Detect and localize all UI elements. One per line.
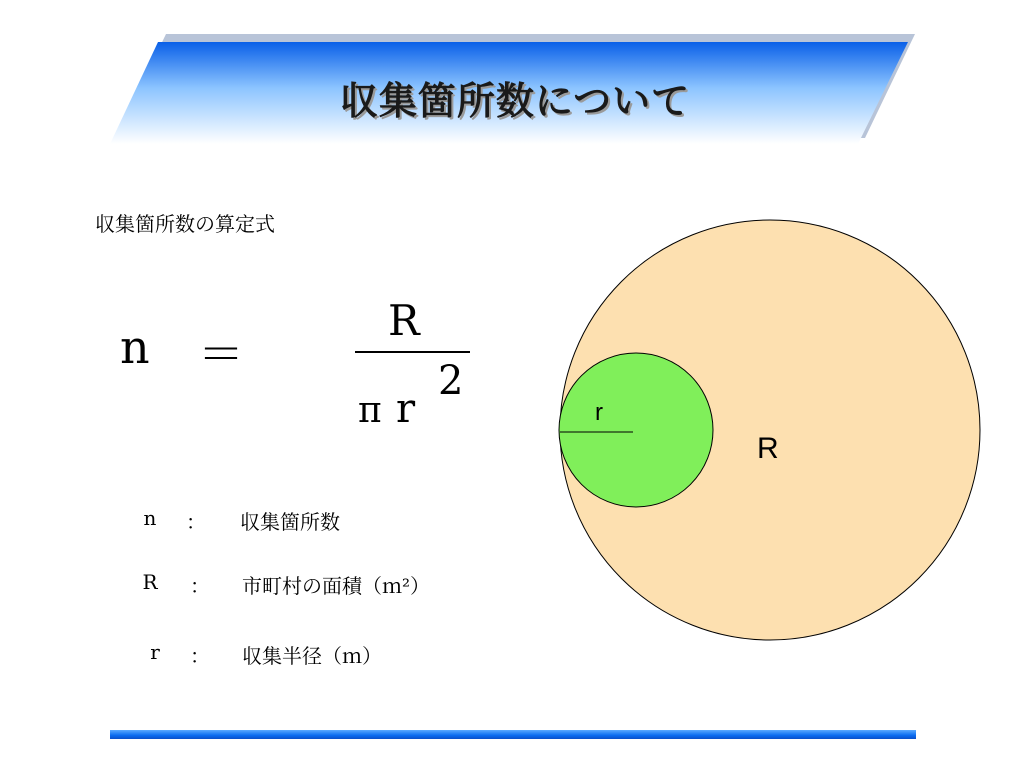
formula-numerator: R bbox=[388, 296, 420, 345]
subtitle: 収集箇所数の算定式 bbox=[95, 212, 275, 236]
definition-meaning: 市町村の面積（ｍ²） bbox=[242, 574, 431, 598]
inner-circle bbox=[559, 353, 713, 507]
inner-radius-label: r bbox=[595, 399, 603, 426]
footer-bar bbox=[110, 730, 916, 739]
definition-symbol: R bbox=[142, 570, 158, 594]
formula-r: r bbox=[396, 386, 416, 432]
fraction-bar bbox=[355, 351, 470, 353]
outer-area-label: R bbox=[757, 432, 779, 465]
formula-equals: ＝ bbox=[198, 327, 244, 381]
definition-colon: ： bbox=[190, 574, 210, 598]
definition-colon: ： bbox=[186, 510, 206, 534]
page-title: 収集箇所数について bbox=[339, 79, 691, 123]
area-diagram bbox=[540, 210, 1000, 650]
definition-symbol: n bbox=[143, 506, 157, 530]
formula-pi: π bbox=[358, 390, 382, 431]
definition-symbol: r bbox=[150, 640, 160, 664]
definition-meaning: 収集箇所数 bbox=[240, 510, 340, 534]
formula-exponent: 2 bbox=[438, 358, 464, 404]
definition-colon: ： bbox=[190, 644, 210, 668]
formula-lhs: n bbox=[120, 320, 150, 374]
definition-meaning: 収集半径（ｍ） bbox=[242, 644, 382, 668]
